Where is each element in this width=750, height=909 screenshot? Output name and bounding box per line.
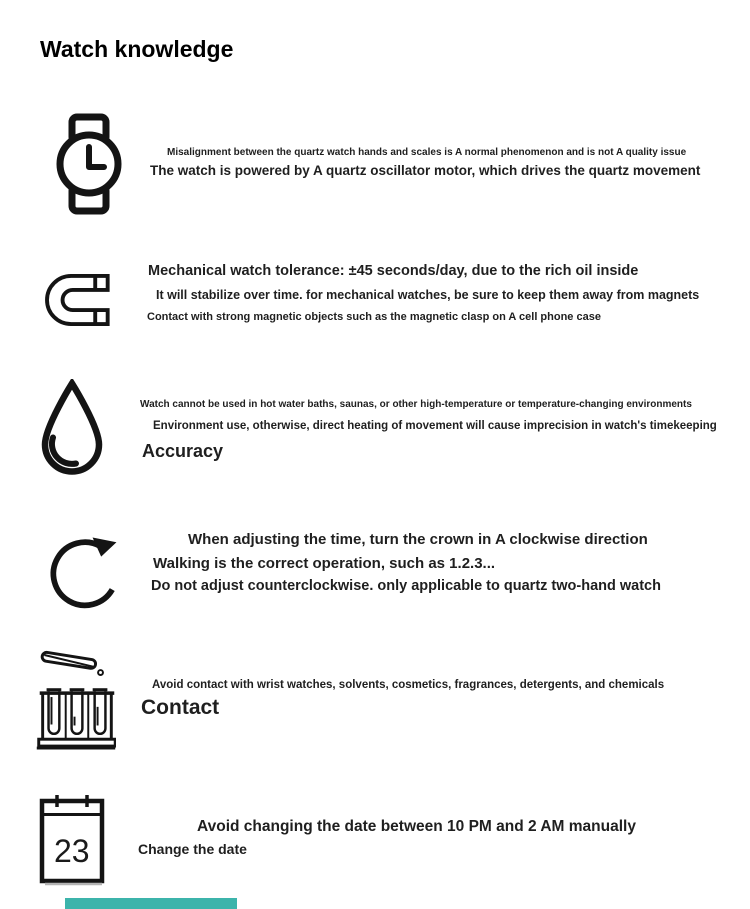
calendar-icon [38, 794, 106, 887]
section1-line2: The watch is powered by A quartz oscillator motor, which drives the quartz movement [150, 163, 701, 178]
section2-line3: Contact with strong magnetic objects such as the magnetic clasp on A cell phone case [147, 311, 601, 323]
section5-line1: Avoid contact with wrist watches, solvents, cosmetics, fragrances, detergents, and chemicals [152, 679, 665, 691]
section3-heading-accuracy: Accuracy [142, 441, 224, 461]
bottom-accent-bar [65, 898, 237, 909]
test-tubes-icon [36, 648, 116, 750]
calendar-day-number: 23 [54, 833, 90, 869]
section4-line2: Walking is the correct operation, such as 1.2.3... [153, 555, 496, 572]
section4-line3: Do not adjust counterclockwise. only applicable to quartz two-hand watch [151, 578, 661, 594]
section1-line1: Misalignment between the quartz watch hands and scales is A normal phenomenon and is not A quality issue [167, 147, 687, 158]
section6-line2: Change the date [138, 841, 247, 857]
water-drop-icon [40, 379, 104, 482]
page-title: Watch knowledge [40, 36, 234, 62]
section2-line1: Mechanical watch tolerance: ±45 seconds/day, due to the rich oil inside [148, 263, 639, 279]
magnet-icon [40, 266, 110, 334]
section4-line1: When adjusting the time, turn the crown in A clockwise direction [188, 531, 648, 548]
section2-line2: It will stabilize over time. for mechanical watches, be sure to keep them away from magnets [156, 288, 700, 302]
section5-heading-contact: Contact [141, 696, 220, 719]
section3-line1: Watch cannot be used in hot water baths, saunas, or other high-temperature or temperature-changing environments [140, 399, 692, 410]
section6-line1: Avoid changing the date between 10 PM and 2 AM manually [197, 818, 636, 835]
clockwise-arrow-icon [42, 526, 124, 612]
section3-line2: Environment use, otherwise, direct heating of movement will cause imprecision in watch's timekeeping [153, 420, 717, 432]
watch-icon [46, 113, 132, 215]
